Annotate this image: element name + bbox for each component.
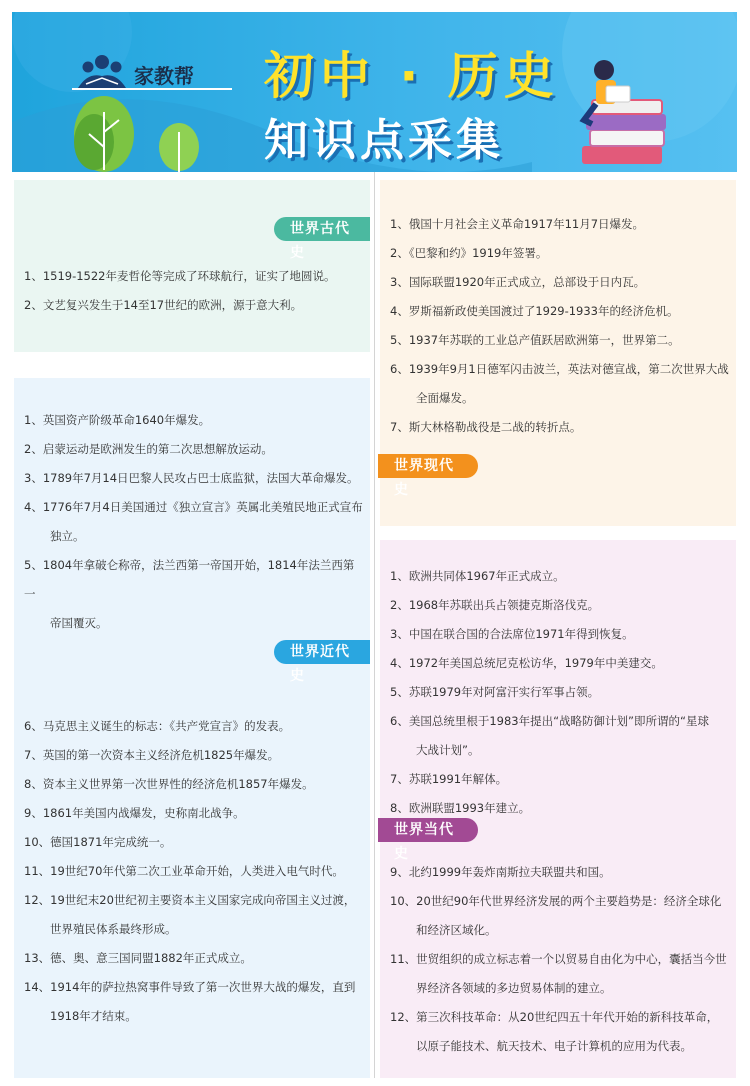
list-item: 7、英国的第一次资本主义经济危机1825年爆发。: [24, 748, 280, 762]
list-item: 2、文艺复兴发生于14至17世纪的欧洲，源于意大利。: [24, 298, 303, 312]
recent-list: [390, 210, 734, 442]
list-item: 4、1776年7月4日美国通过《独立宣言》英属北美殖民地正式宣布 独立。: [24, 500, 363, 543]
list-item: 3、1789年7月14日巴黎人民攻占巴士底监狱，法国大革命爆发。: [24, 471, 359, 485]
list-item: 10、德国1871年完成统一。: [24, 835, 172, 849]
tag-world-modern-history: 世界近代史: [274, 640, 370, 664]
logo-text: 家教帮: [134, 64, 194, 88]
list-item: 7、斯大林格勒战役是二战的转折点。: [390, 420, 582, 434]
list-item: 9、1861年美国内战爆发，史称南北战争。: [24, 806, 245, 820]
tag-world-ancient-history: 世界古代史: [274, 217, 370, 241]
header-banner: [12, 12, 737, 172]
list-item: 8、资本主义世界第一次世界性的经济危机1857年爆发。: [24, 777, 314, 791]
list-item: 3、国际联盟1920年正式成立，总部设于日内瓦。: [390, 275, 646, 289]
list-item: 12、19世纪末20世纪初主要资本主义国家完成向帝国主义过渡， 世界殖民体系最终形成。: [24, 893, 356, 936]
list-item: 8、欧洲联盟1993年建立。: [390, 801, 531, 815]
list-item: 2、《巴黎和约》1919年签署。: [390, 246, 548, 260]
list-item: 10、20世纪90年代世界经济发展的两个主要趋势是：经济全球化 和经济区域化。: [390, 894, 722, 937]
tag-world-contemporary-history: 世界当代史: [378, 818, 478, 842]
list-item: 11、世贸组织的成立标志着一个以贸易自由化为中心，囊括当今世 界经济各领域的多边贸易体制的建立。: [390, 952, 727, 995]
list-item: 11、19世纪70年代第二次工业革命开始，人类进入电气时代。: [24, 864, 344, 878]
list-item: 12、第三次科技革命：从20世纪四五十年代开始的新科技革命， 以原子能技术、航天技术、电子计算机的应用为代表。: [390, 1010, 719, 1053]
list-item: 1、1519-1522年麦哲伦等完成了环球航行，证实了地圆说。: [24, 269, 336, 283]
tag-world-recent-history: 世界现代史: [378, 454, 478, 478]
list-item: 4、罗斯福新政使美国渡过了1929-1933年的经济危机。: [390, 304, 679, 318]
center-divider: [374, 172, 375, 1078]
title-line1: 初中 · 历史: [264, 47, 560, 105]
list-item: 5、1804年拿破仑称帝，法兰西第一帝国开始，1814年法兰西第一 帝国覆灭。: [24, 558, 355, 630]
modern-list-part1: [24, 406, 364, 638]
list-item: 13、德、奥、意三国同盟1882年正式成立。: [24, 951, 252, 965]
list-item: 6、1939年9月1日德军闪击波兰，英法对德宣战，第二次世界大战 全面爆发。: [390, 362, 729, 405]
list-item: 1、俄国十月社会主义革命1917年11月7日爆发。: [390, 217, 645, 231]
list-item: 4、1972年美国总统尼克松访华，1979年中美建交。: [390, 656, 663, 670]
list-item: 5、苏联1979年对阿富汗实行军事占领。: [390, 685, 600, 699]
people-logo-icon: [74, 54, 130, 88]
list-item: 7、苏联1991年解体。: [390, 772, 508, 786]
list-item: 14、1914年的萨拉热窝事件导致了第一次世界大战的爆发，直到 1918年才结束。: [24, 980, 356, 1023]
logo: [72, 52, 232, 96]
list-item: 1、英国资产阶级革命1640年爆发。: [24, 413, 211, 427]
contemporary-list-part2: [390, 858, 734, 1061]
logo-underline: [72, 88, 232, 90]
title-line2: 知识点采集: [264, 115, 504, 166]
list-item: 1、欧洲共同体1967年正式成立。: [390, 569, 565, 583]
list-item: 6、美国总统里根于1983年提出“战略防御计划”即所谓的“星球 大战计划”。: [390, 714, 709, 757]
list-item: 5、1937年苏联的工业总产值跃居欧洲第一，世界第二。: [390, 333, 680, 347]
modern-list-part2: [24, 712, 364, 1031]
list-item: 2、1968年苏联出兵占领捷克斯洛伐克。: [390, 598, 600, 612]
ancient-list: [24, 262, 364, 320]
student-reading-illustration: [562, 50, 682, 170]
contemporary-list-part1: [390, 562, 734, 823]
list-item: 9、北约1999年轰炸南斯拉夫联盟共和国。: [390, 865, 611, 879]
list-item: 2、启蒙运动是欧洲发生的第二次思想解放运动。: [24, 442, 273, 456]
list-item: 3、中国在联合国的合法席位1971年得到恢复。: [390, 627, 634, 641]
plant-illustration: [64, 92, 214, 172]
list-item: 6、马克思主义诞生的标志：《共产党宣言》的发表。: [24, 719, 291, 733]
